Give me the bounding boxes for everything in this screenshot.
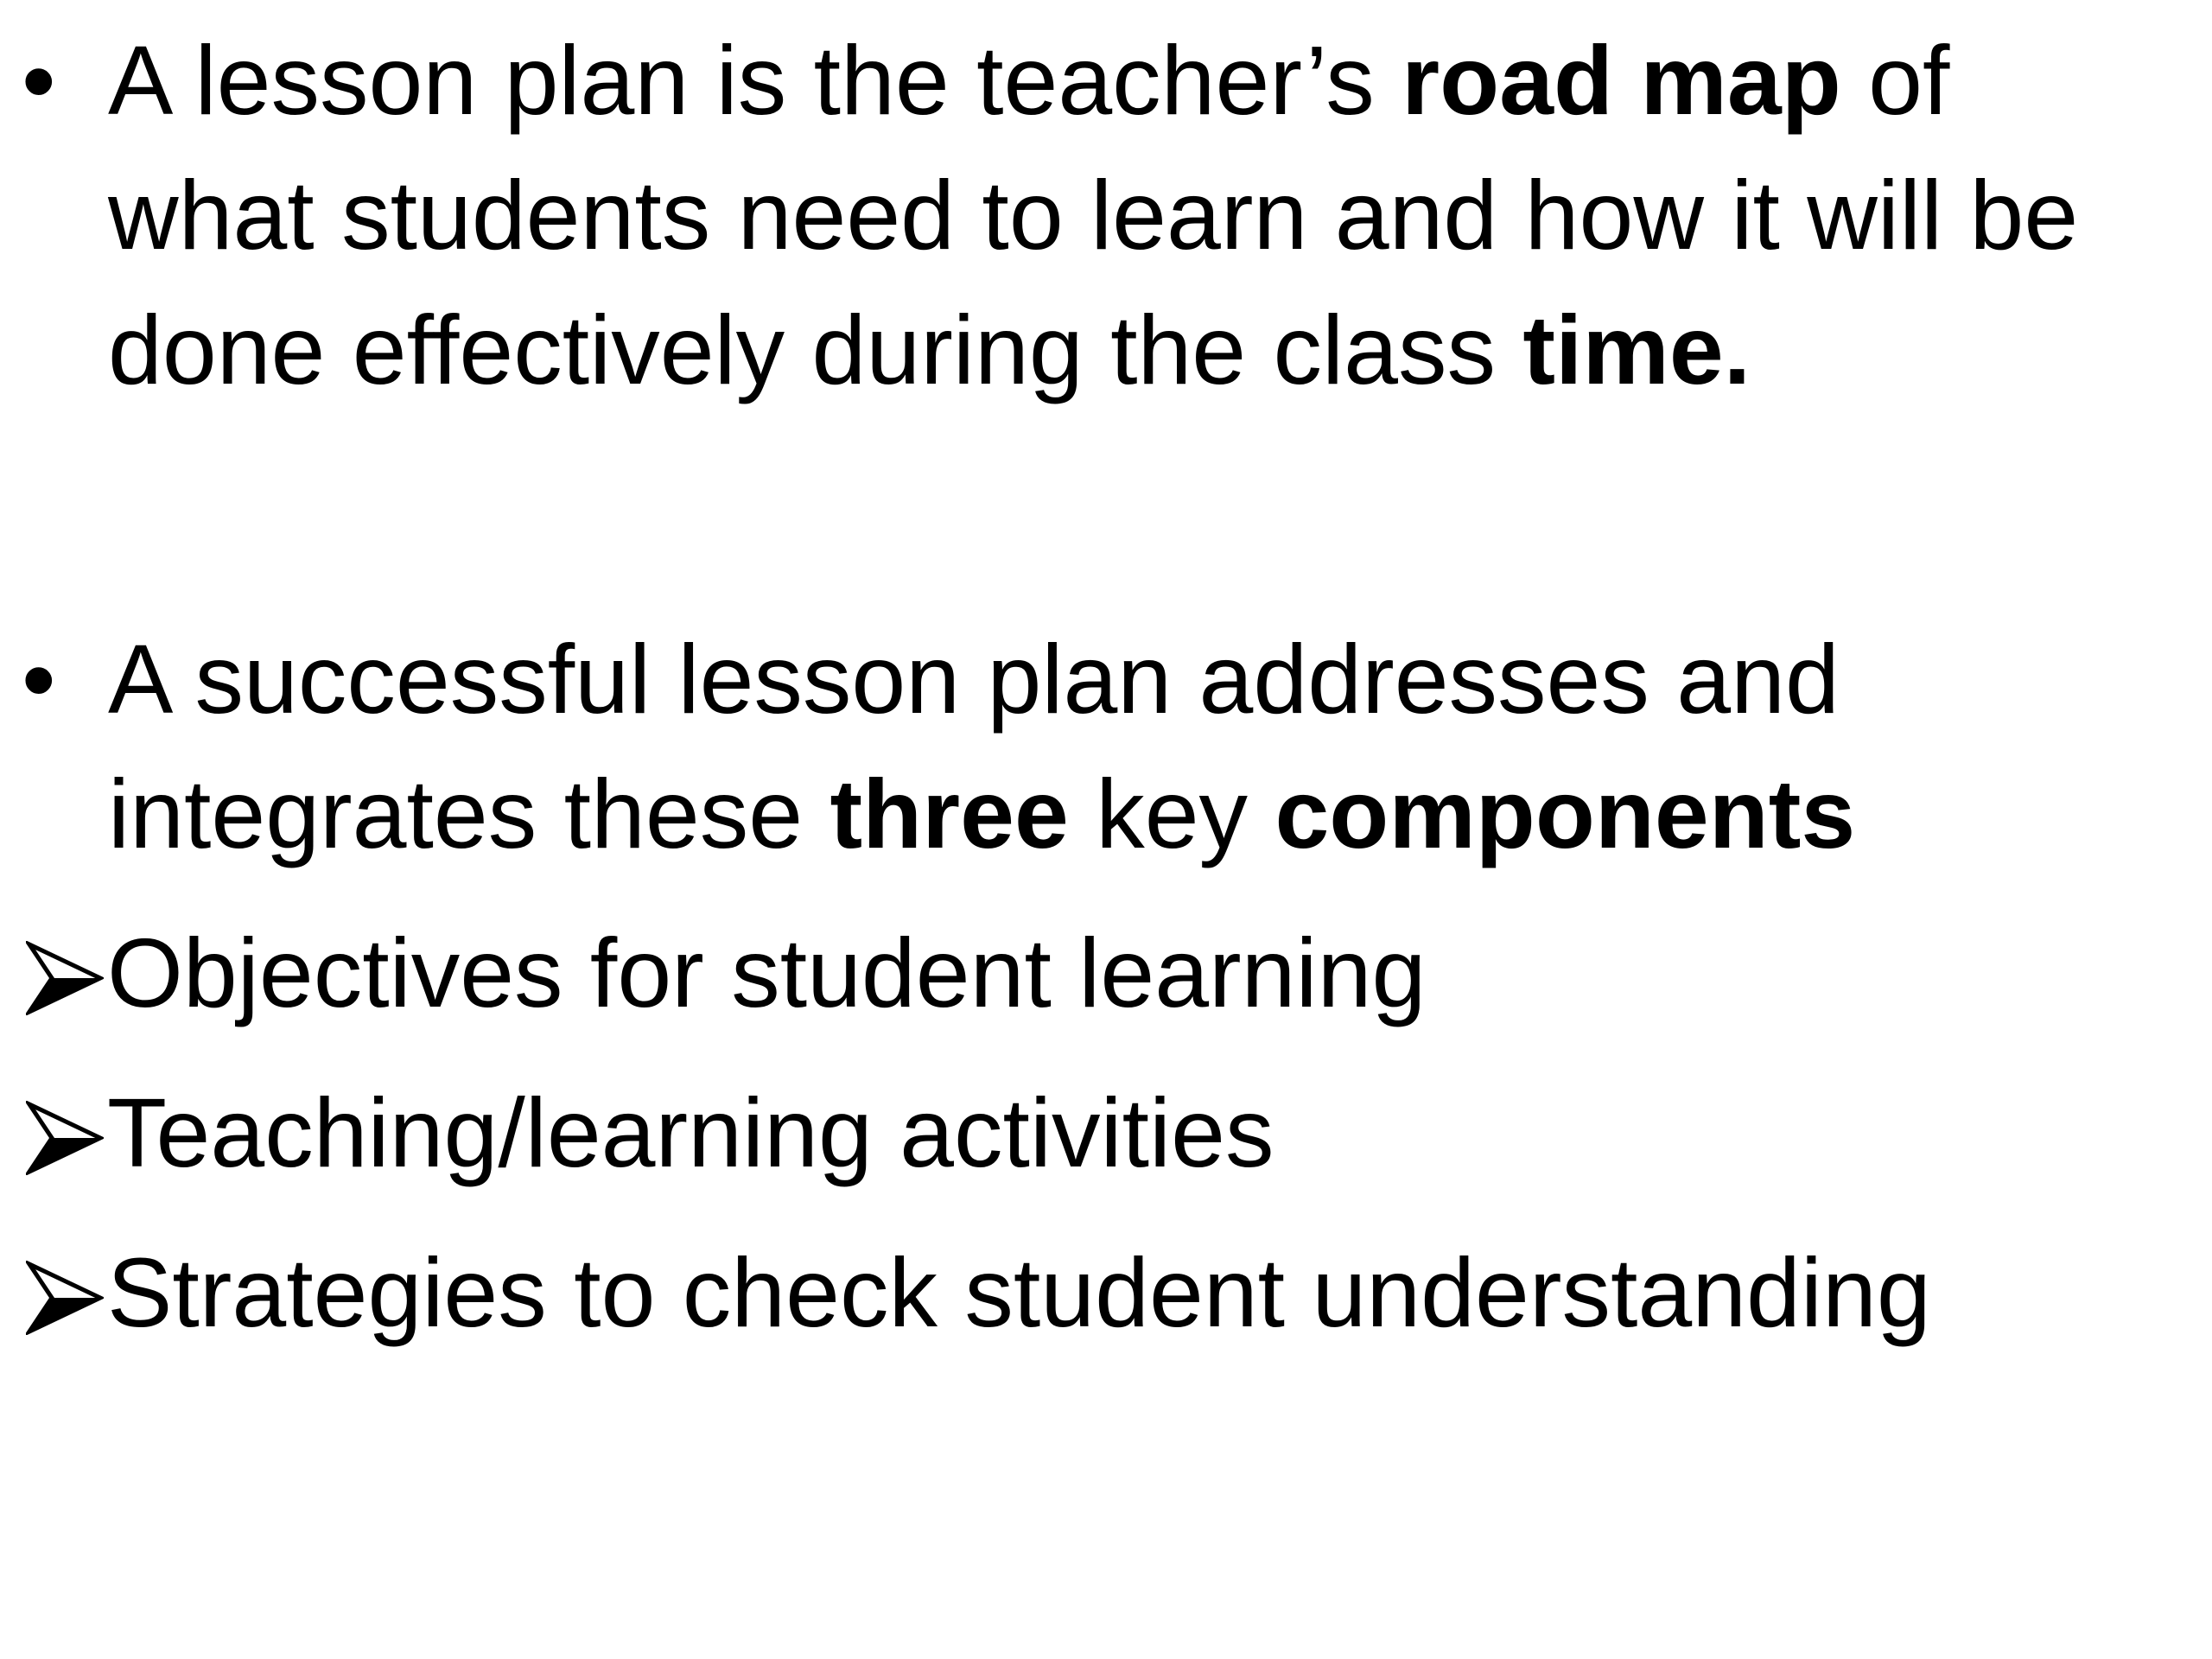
arrow-bullet-icon bbox=[26, 941, 104, 1015]
bullet-text-bold-segment: three bbox=[830, 760, 1069, 868]
sub-item-activities bbox=[26, 1065, 2186, 1200]
bullet-item-lesson-plan-definition bbox=[22, 13, 2199, 417]
sub-item-label: Objectives for student learning bbox=[107, 918, 1427, 1027]
bullet-text bbox=[108, 13, 2199, 417]
bullet-text-bold-segment: time. bbox=[1522, 296, 1751, 404]
bullet-text-segment: A successful lesson plan addresses and bbox=[108, 625, 1840, 734]
bullet-text-segment: what students need to learn and how it will be bbox=[108, 161, 2079, 270]
bullet-text-segment: key bbox=[1068, 760, 1275, 868]
bullet-item-successful-lesson-plan bbox=[22, 612, 2199, 881]
bullet-dot-icon: • bbox=[22, 625, 56, 734]
bullet-text-segment: of bbox=[1840, 26, 1950, 135]
bullet-dot-icon: • bbox=[22, 26, 56, 135]
sub-item-strategies bbox=[26, 1225, 2186, 1360]
bullet-text-segment: integrates these bbox=[108, 760, 830, 868]
bullet-text bbox=[108, 612, 2199, 881]
sub-item-objectives bbox=[26, 906, 2186, 1040]
arrow-bullet-icon bbox=[26, 1101, 104, 1175]
arrow-bullet-icon bbox=[26, 1261, 104, 1335]
bullet-text-bold-segment: road map bbox=[1402, 26, 1841, 135]
bullet-text-bold-segment: components bbox=[1274, 760, 1856, 868]
sub-item-label: Strategies to check student understanding bbox=[107, 1238, 1931, 1347]
sub-item-label: Teaching/learning activities bbox=[107, 1078, 1274, 1187]
bullet-text-segment: A lesson plan is the teacher’s bbox=[108, 26, 1402, 135]
bullet-text-segment: done effectively during the class bbox=[108, 296, 1523, 404]
